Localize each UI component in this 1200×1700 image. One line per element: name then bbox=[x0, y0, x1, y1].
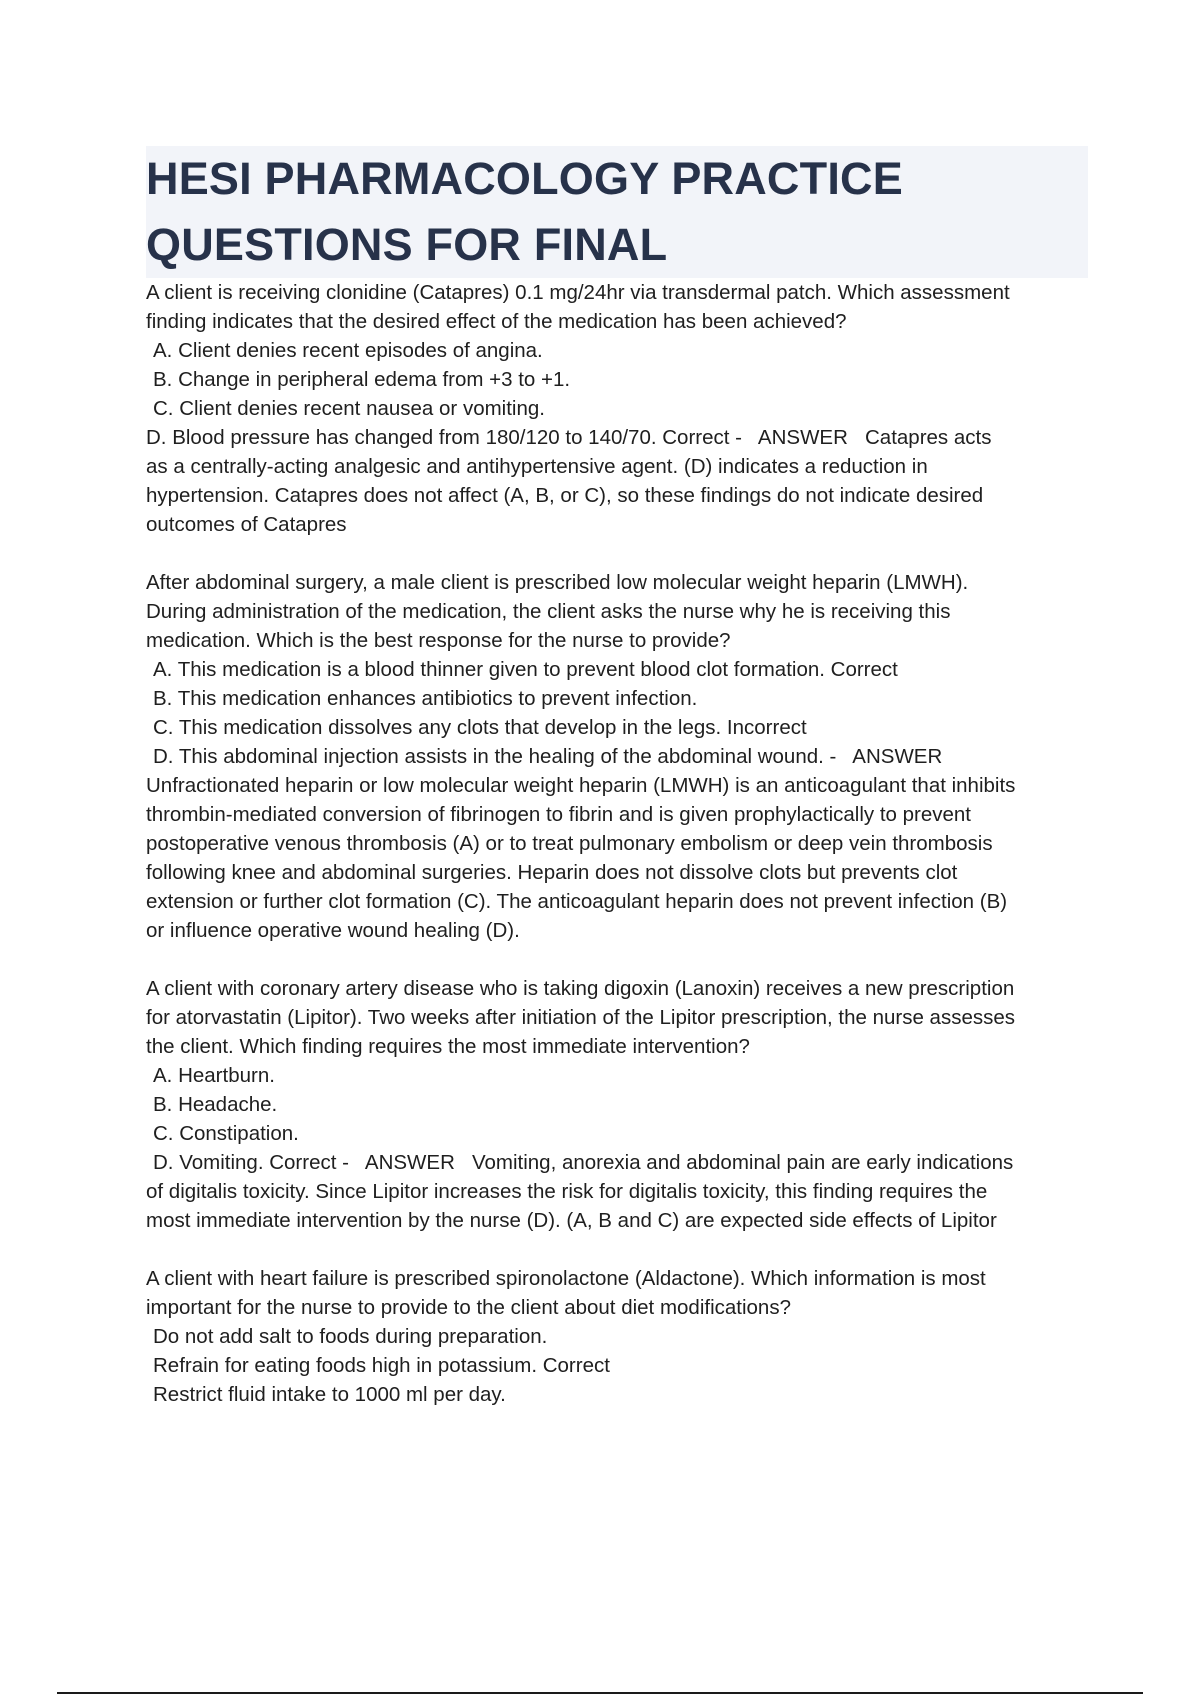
question-stem-line: A client with heart failure is prescribed spironolactone (Aldactone). Which information is most bbox=[146, 1267, 986, 1290]
answer-rationale-line: thrombin-mediated conversion of fibrinogen to fibrin and is given prophylactically to prevent bbox=[146, 803, 972, 826]
question-stem-line: finding indicates that the desired effect of the medication has been achieved? bbox=[146, 310, 847, 333]
question-stem-line: After abdominal surgery, a male client is prescribed low molecular weight heparin (LMWH). bbox=[146, 571, 969, 594]
question-stem-line: important for the nurse to provide to the client about diet modifications? bbox=[146, 1296, 791, 1319]
answer-option: Do not add salt to foods during preparation. bbox=[153, 1325, 548, 1348]
answer-rationale-line: Unfractionated heparin or low molecular weight heparin (LMWH) is an anticoagulant that inhibits bbox=[146, 774, 1016, 797]
question-stem-line: the client. Which finding requires the most immediate intervention? bbox=[146, 1035, 750, 1058]
answer-rationale-line: extension or further clot formation (C). The anticoagulant heparin does not prevent infection (B) bbox=[146, 890, 1008, 913]
document-title bbox=[146, 146, 1088, 278]
question-stem-line: for atorvastatin (Lipitor). Two weeks after initiation of the Lipitor prescription, the nurse assesses bbox=[146, 1006, 1016, 1029]
answer-option: A. This medication is a blood thinner given to prevent blood clot formation. Correct bbox=[153, 658, 898, 681]
answer-option: A. Heartburn. bbox=[153, 1064, 275, 1087]
footer-divider bbox=[57, 1692, 1143, 1694]
answer-rationale-line: of digitalis toxicity. Since Lipitor increases the risk for digitalis toxicity, this finding requires the bbox=[146, 1180, 988, 1203]
answer-rationale-line: following knee and abdominal surgeries. Heparin does not dissolve clots but prevents clot bbox=[146, 861, 958, 884]
question-3 bbox=[146, 974, 1096, 1235]
answer-option: B. This medication enhances antibiotics to prevent infection. bbox=[153, 687, 698, 710]
answer-rationale-line: as a centrally-acting analgesic and antihypertensive agent. (D) indicates a reduction in bbox=[146, 455, 928, 478]
question-stem-line: During administration of the medication, the client asks the nurse why he is receiving this bbox=[146, 600, 951, 623]
answer-option: C. Client denies recent nausea or vomiting. bbox=[153, 397, 545, 420]
answer-rationale-line: postoperative venous thrombosis (A) or to treat pulmonary embolism or deep vein thrombosis bbox=[146, 832, 993, 855]
answer-option: Refrain for eating foods high in potassium. Correct bbox=[153, 1354, 610, 1377]
question-1 bbox=[146, 278, 1096, 539]
answer-option: Restrict fluid intake to 1000 ml per day. bbox=[153, 1383, 506, 1406]
answer-rationale-line: outcomes of Catapres bbox=[146, 513, 347, 536]
question-stem-line: A client is receiving clonidine (Catapres) 0.1 mg/24hr via transdermal patch. Which assessment bbox=[146, 281, 1010, 304]
answer-option: B. Change in peripheral edema from +3 to +1. bbox=[153, 368, 571, 391]
answer-rationale-line: hypertension. Catapres does not affect (A, B, or C), so these findings do not indicate desired bbox=[146, 484, 984, 507]
answer-option: D. Vomiting. Correct - ANSWER Vomiting, anorexia and abdominal pain are early indications bbox=[153, 1151, 1014, 1174]
question-stem-line: medication. Which is the best response for the nurse to provide? bbox=[146, 629, 731, 652]
answer-option: B. Headache. bbox=[153, 1093, 278, 1116]
answer-rationale-line: or influence operative wound healing (D). bbox=[146, 919, 520, 942]
question-2 bbox=[146, 568, 1096, 945]
question-4 bbox=[146, 1264, 1096, 1409]
answer-option: C. Constipation. bbox=[153, 1122, 299, 1145]
answer-option: D. This abdominal injection assists in the healing of the abdominal wound. - ANSWER bbox=[153, 745, 943, 768]
title-block bbox=[146, 146, 1088, 278]
answer-option: C. This medication dissolves any clots that develop in the legs. Incorrect bbox=[153, 716, 807, 739]
question-stem-line: A client with coronary artery disease who is taking digoxin (Lanoxin) receives a new prescription bbox=[146, 977, 1015, 1000]
answer-rationale-line: most immediate intervention by the nurse (D). (A, B and C) are expected side effects of Lipitor bbox=[146, 1209, 997, 1232]
questions-list bbox=[146, 278, 1096, 1438]
answer-rationale-line: D. Blood pressure has changed from 180/120 to 140/70. Correct - ANSWER Catapres acts bbox=[146, 426, 992, 449]
title-line: QUESTIONS FOR FINAL bbox=[146, 219, 668, 270]
answer-option: A. Client denies recent episodes of angina. bbox=[153, 339, 543, 362]
title-line: HESI PHARMACOLOGY PRACTICE bbox=[146, 153, 903, 204]
